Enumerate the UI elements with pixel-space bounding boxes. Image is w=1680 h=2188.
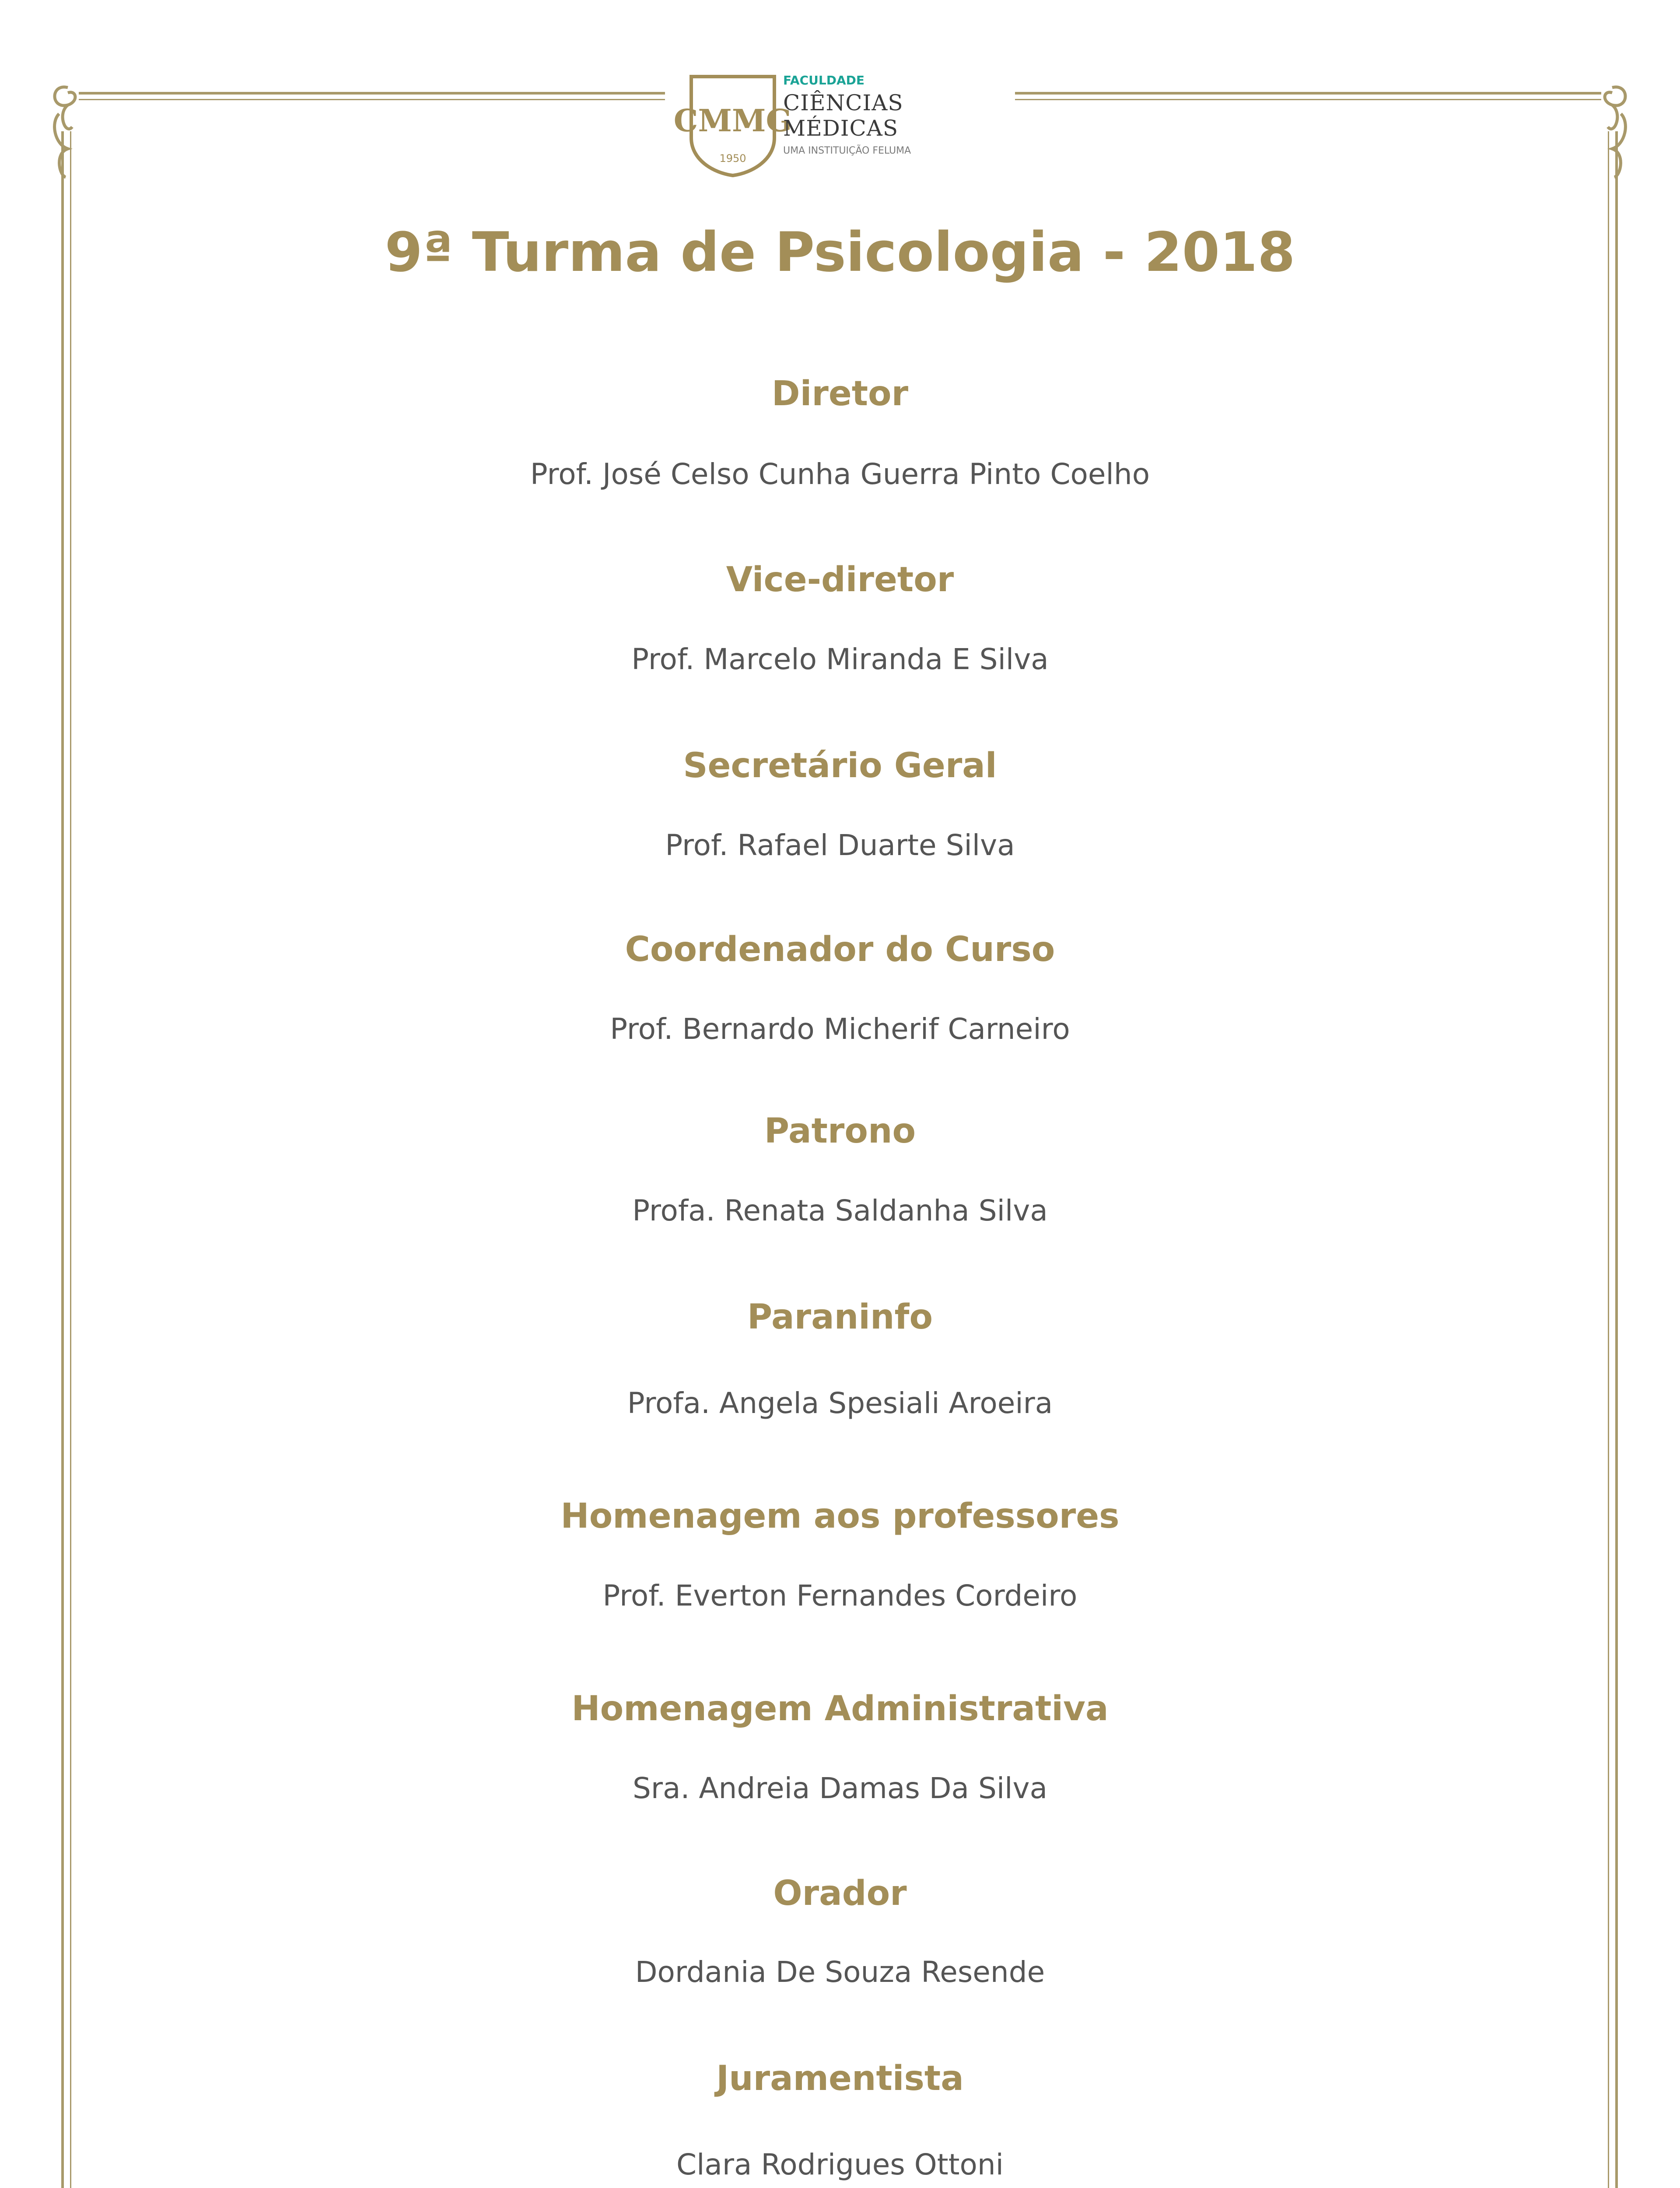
- person-coordenador: Prof. Bernardo Micherif Carneiro: [610, 1012, 1070, 1046]
- logo-faculdade: FACULDADE: [783, 73, 864, 88]
- heading-homenagem-professores: Homenagem aos professores: [560, 1497, 1120, 1536]
- heading-coordenador: Coordenador do Curso: [625, 930, 1055, 969]
- frame-top-right-line-2: [1015, 99, 1601, 100]
- page-title: 9ª Turma de Psicologia - 2018: [385, 221, 1295, 284]
- person-vice-diretor: Prof. Marcelo Miranda E Silva: [631, 642, 1049, 676]
- heading-juramentista: Juramentista: [716, 2059, 964, 2098]
- heading-vice-diretor: Vice-diretor: [726, 560, 954, 600]
- frame-top-left-line-2: [79, 99, 665, 100]
- corner-ornament-right: [1586, 74, 1638, 179]
- person-homenagem-professores: Prof. Everton Fernandes Cordeiro: [602, 1579, 1078, 1613]
- logo-subtitle: UMA INSTITUIÇÃO FELUMA: [783, 145, 911, 156]
- person-homenagem-administrativa: Sra. Andreia Damas Da Silva: [632, 1771, 1048, 1805]
- person-secretario: Prof. Rafael Duarte Silva: [665, 828, 1015, 862]
- person-diretor: Prof. José Celso Cunha Guerra Pinto Coelho: [530, 457, 1150, 491]
- cmmg-shield-icon: [673, 72, 792, 177]
- logo-monogram: CMMG: [673, 102, 792, 139]
- logo-name: CIÊNCIAS MÉDICAS: [783, 90, 903, 141]
- person-patrono: Profa. Renata Saldanha Silva: [632, 1194, 1048, 1227]
- heading-diretor: Diretor: [771, 374, 909, 414]
- person-juramentista: Clara Rodrigues Ottoni: [676, 2148, 1004, 2181]
- person-orador: Dordania De Souza Resende: [635, 1955, 1045, 1989]
- frame-top-right-line: [1015, 92, 1601, 95]
- heading-orador: Orador: [773, 1874, 907, 1913]
- institution-logo: [673, 72, 993, 177]
- logo-year: 1950: [719, 152, 746, 165]
- person-paraninfo: Profa. Angela Spesiali Aroeira: [627, 1386, 1053, 1420]
- heading-homenagem-administrativa: Homenagem Administrativa: [571, 1689, 1109, 1729]
- heading-patrono: Patrono: [764, 1112, 916, 1151]
- heading-paraninfo: Paraninfo: [747, 1297, 933, 1337]
- corner-ornament-left: [42, 74, 94, 179]
- frame-top-left-line: [79, 92, 665, 95]
- heading-secretario: Secretário Geral: [683, 746, 997, 785]
